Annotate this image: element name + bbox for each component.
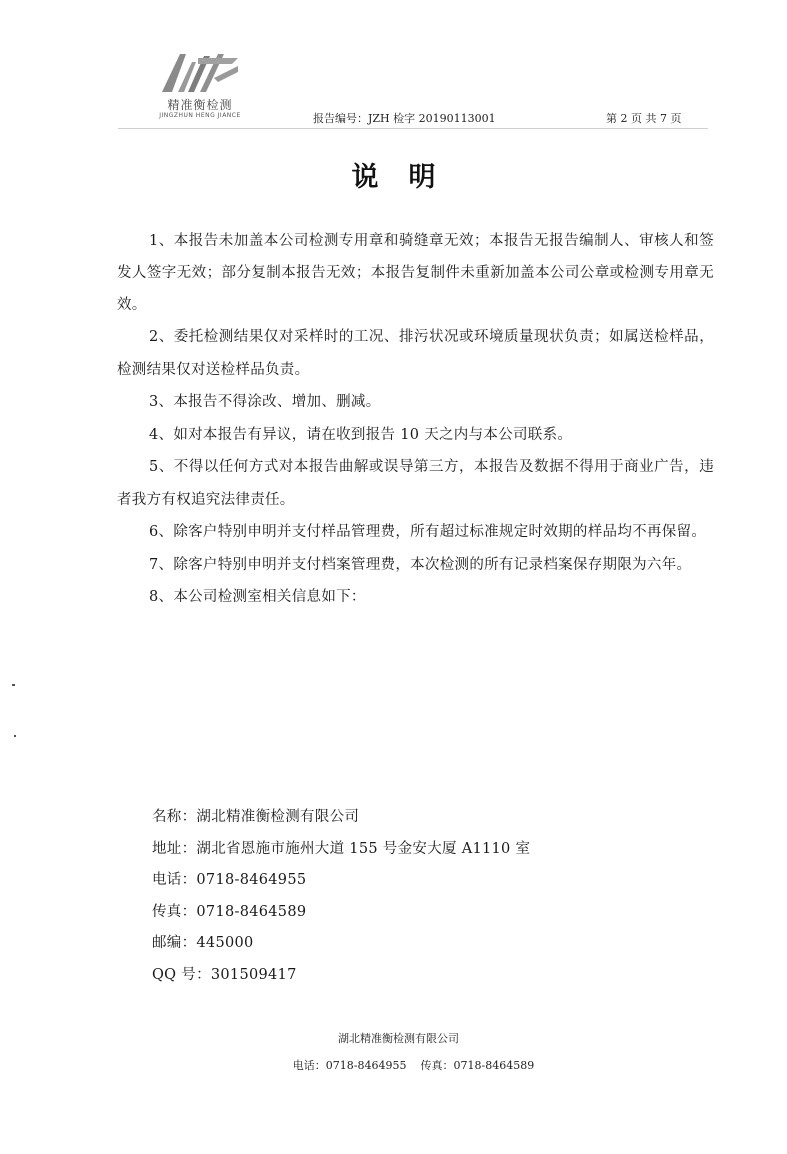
info-phone: 电话：0718-8464955 bbox=[152, 872, 307, 888]
logo-mark-icon bbox=[158, 48, 242, 94]
report-number: 报告编号：JZH 检字 20190113001 bbox=[313, 112, 496, 125]
note-paragraph-6: 6、除客户特别申明并支付样品管理费，所有超过标准规定时效期的样品均不再保留。 bbox=[149, 524, 707, 540]
info-postcode: 邮编：445000 bbox=[152, 935, 254, 951]
note-paragraph-2: 2、委托检测结果仅对采样时的工况、排污状况或环境质量现状负责；如属送检样品，检测结果仅对送检样品负责。 bbox=[117, 329, 714, 378]
note-paragraph-4: 4、如对本报告有异议，请在收到报告 10 天之内与本公司联系。 bbox=[149, 426, 573, 443]
header-divider bbox=[118, 128, 708, 129]
info-fax: 传真：0718-8464589 bbox=[152, 903, 307, 920]
footer-phone: 电话：0718-8464955 bbox=[292, 1059, 407, 1072]
note-paragraph-7: 7、除客户特别申明并支付档案管理费，本次检测的所有记录档案保存期限为六年。 bbox=[149, 556, 692, 573]
logo-chinese-name: 精准衡检测 bbox=[167, 98, 233, 112]
notes-body bbox=[117, 225, 714, 614]
page-title: 说明 bbox=[351, 162, 466, 193]
footer-contact bbox=[0, 1057, 787, 1073]
info-qq: QQ 号：301509417 bbox=[152, 966, 297, 983]
company-logo bbox=[150, 48, 250, 126]
footer-fax: 传真：0718-8464589 bbox=[420, 1059, 535, 1072]
note-paragraph-3: 3、本报告不得涂改、增加、删减。 bbox=[149, 394, 381, 410]
note-paragraph-5: 5、不得以任何方式对本报告曲解或误导第三方，本报告及数据不得用于商业广告，违者我方有权追究法律责任。 bbox=[117, 459, 714, 508]
note-paragraph-1: 1、本报告未加盖本公司检测专用章和骑缝章无效；本报告无报告编制人、审核人和签发人签字无效；部分复制本报告无效；本报告复制件未重新加盖本公司公章或检测专用章无效。 bbox=[117, 233, 714, 313]
page-indicator: 第 2 页 共 7 页 bbox=[606, 112, 682, 125]
info-address: 地址：湖北省恩施市施州大道 155 号金安大厦 A1110 室 bbox=[152, 840, 531, 857]
lab-info-block bbox=[152, 802, 652, 991]
note-paragraph-8: 8、本公司检测室相关信息如下： bbox=[149, 589, 366, 605]
logo-english-name: JINGZHUN HENG JIANCE bbox=[159, 112, 241, 119]
scan-speck bbox=[12, 684, 15, 686]
footer-company: 湖北精准衡检测有限公司 bbox=[338, 1032, 459, 1045]
info-company-name: 名称：湖北精准衡检测有限公司 bbox=[152, 809, 360, 825]
scan-speck bbox=[14, 735, 16, 737]
